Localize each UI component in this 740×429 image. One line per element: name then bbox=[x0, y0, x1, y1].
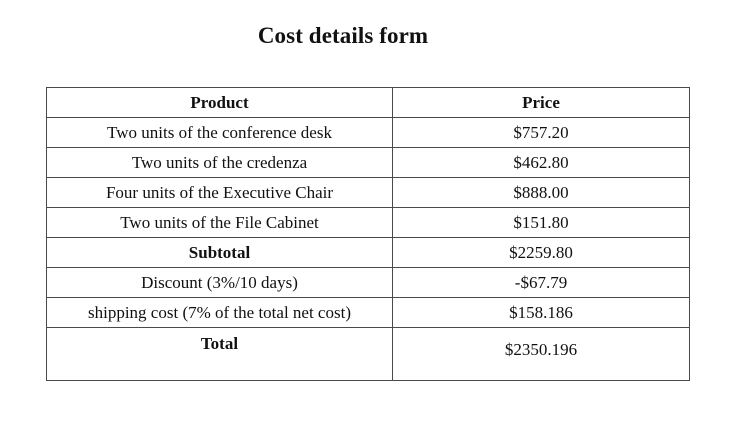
column-header-product: Product bbox=[47, 88, 393, 118]
price-cell: $757.20 bbox=[393, 118, 690, 148]
subtotal-row bbox=[47, 238, 690, 268]
table-header-row bbox=[47, 88, 690, 118]
table-row bbox=[47, 178, 690, 208]
price-cell: $888.00 bbox=[393, 178, 690, 208]
product-cell: Two units of the File Cabinet bbox=[47, 208, 393, 238]
total-value: $2350.196 bbox=[393, 328, 690, 381]
total-label: Total bbox=[47, 328, 393, 381]
table-row bbox=[47, 118, 690, 148]
discount-value: -$67.79 bbox=[393, 268, 690, 298]
table-row bbox=[47, 148, 690, 178]
total-row bbox=[47, 328, 690, 381]
discount-label: Discount (3%/10 days) bbox=[47, 268, 393, 298]
product-cell: Two units of the conference desk bbox=[47, 118, 393, 148]
shipping-value: $158.186 bbox=[393, 298, 690, 328]
column-header-price: Price bbox=[393, 88, 690, 118]
cost-details-table bbox=[46, 87, 690, 381]
discount-row bbox=[47, 268, 690, 298]
price-cell: $151.80 bbox=[393, 208, 690, 238]
product-cell: Four units of the Executive Chair bbox=[47, 178, 393, 208]
subtotal-label: Subtotal bbox=[47, 238, 393, 268]
shipping-row bbox=[47, 298, 690, 328]
page-title: Cost details form bbox=[257, 23, 429, 48]
subtotal-value: $2259.80 bbox=[393, 238, 690, 268]
product-cell: Two units of the credenza bbox=[47, 148, 393, 178]
shipping-label: shipping cost (7% of the total net cost) bbox=[47, 298, 393, 328]
price-cell: $462.80 bbox=[393, 148, 690, 178]
table-row bbox=[47, 208, 690, 238]
